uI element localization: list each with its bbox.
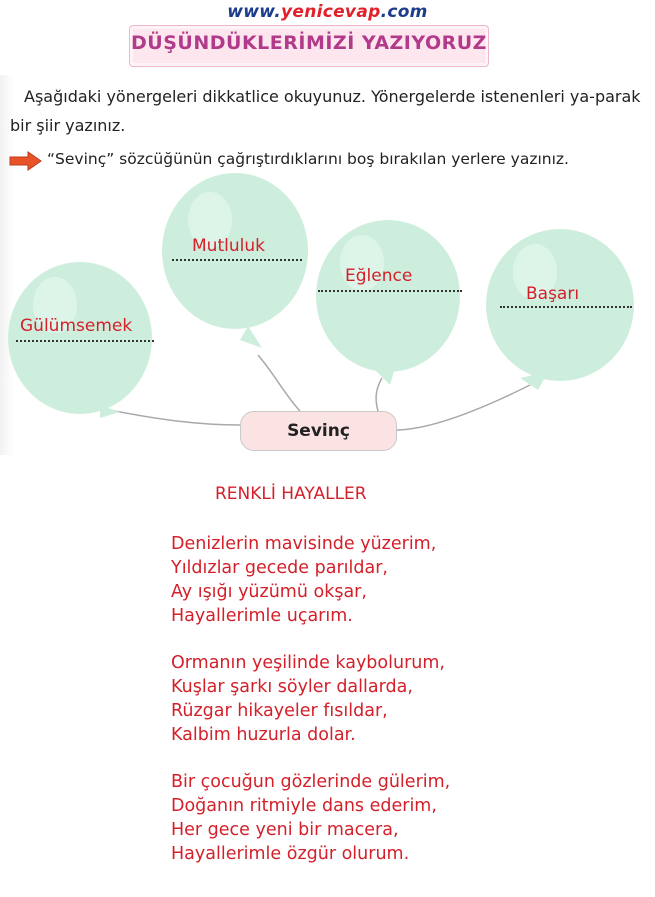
center-word-box (240, 411, 397, 451)
answer-1: Gülümsemek (20, 316, 133, 336)
balloon-4 (486, 229, 634, 390)
poem-line: Kalbim huzurla dolar. (171, 725, 356, 745)
poem-line: Ay ışığı yüzümü okşar, (171, 582, 367, 602)
poem-line: Hayallerimle uçarım. (171, 606, 353, 626)
poem-line: Denizlerin mavisinde yüzerim, (171, 534, 437, 554)
answer-4: Başarı (526, 284, 580, 304)
banner-title: DÜŞÜNDÜKLERİMİZİ YAZIYORUZ (131, 32, 487, 54)
poem-line: Bir çocuğun gözlerinde gülerim, (171, 772, 451, 792)
poem-title: RENKLİ HAYALLER (215, 484, 367, 504)
poem-line: Yıldızlar gecede parıldar, (171, 558, 388, 578)
poem-line: Hayallerimle özgür olurum. (171, 844, 410, 864)
dotted-line-1 (16, 340, 154, 342)
answer-3: Eğlence (345, 266, 413, 286)
balloon-3 (316, 220, 460, 385)
task-text: “Sevinç” sözcüğünün çağrıştırdıklarını boş bırakılan yerlere yazınız. (47, 150, 569, 168)
site-watermark: www.yenicevap.com (227, 2, 428, 22)
poem-line: Kuşlar şarkı söyler dallarda, (171, 677, 413, 697)
poem-line: Doğanın ritmiyle dans ederim, (171, 796, 437, 816)
poem-stanza-3 (171, 770, 450, 866)
arrow-icon (8, 150, 44, 172)
dotted-line-2 (172, 259, 302, 261)
center-word: Sevinç (287, 421, 350, 441)
poem-line: Rüzgar hikayeler fısıldar, (171, 701, 388, 721)
dotted-line-3 (318, 290, 462, 292)
intro-text: Aşağıdaki yönergeleri dikkatlice okuyunuz. Yönergelerde istenenleri ya-parak bir şiir yazınız. (10, 87, 641, 135)
section-banner (129, 25, 489, 67)
dotted-line-4 (500, 306, 632, 308)
answer-2: Mutluluk (192, 236, 265, 256)
poem-line: Ormanın yeşilinde kaybolurum, (171, 653, 445, 673)
poem-stanza-2 (171, 651, 445, 747)
poem-stanza-1 (171, 532, 436, 628)
poem-line: Her gece yeni bir macera, (171, 820, 399, 840)
